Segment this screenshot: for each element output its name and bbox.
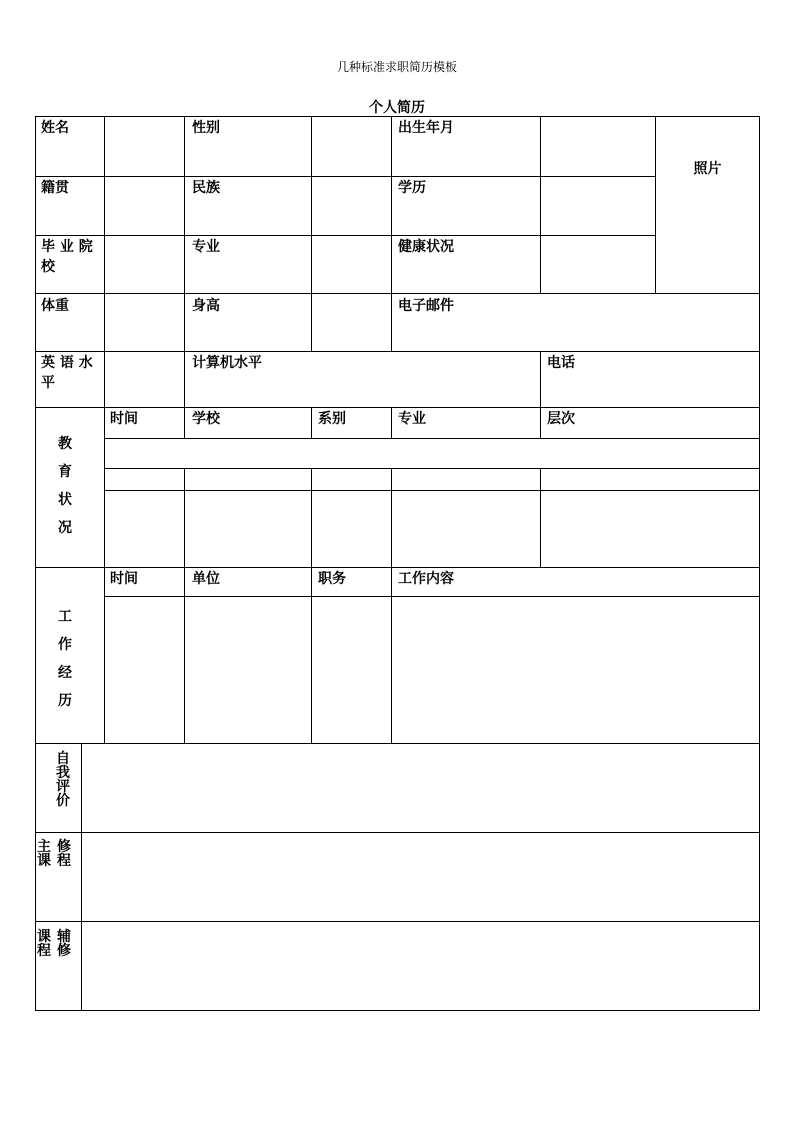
self-eval-label (55, 752, 71, 808)
work-entries[interactable] (105, 597, 759, 743)
minor-courses-label-col2 (56, 930, 72, 958)
label-height: 身高 (192, 298, 220, 314)
self-eval-char: 自 (56, 751, 70, 767)
work-section-label (55, 603, 75, 715)
label-english-line2: 平 (41, 375, 55, 391)
main-courses-char: 主 (37, 839, 51, 855)
label-name: 姓名 (41, 120, 69, 136)
main-courses-char: 程 (57, 853, 71, 869)
label-school-line2: 校 (41, 259, 55, 275)
label-health: 健康状况 (398, 239, 454, 255)
minor-courses-char: 课 (37, 929, 51, 945)
main-courses-content[interactable] (82, 833, 759, 921)
work-col-employer: 单位 (192, 571, 220, 587)
label-native-place: 籍贯 (41, 180, 69, 196)
rule (104, 468, 760, 469)
input-phone[interactable] (541, 352, 759, 407)
input-computer[interactable] (312, 352, 540, 407)
work-char: 作 (58, 637, 72, 653)
photo-label: 照片 (693, 161, 722, 177)
photo-box[interactable] (656, 117, 759, 293)
input-english[interactable] (105, 352, 184, 407)
input-ethnicity[interactable] (312, 177, 391, 235)
edu-col-level: 层次 (547, 411, 575, 427)
education-char: 育 (58, 464, 72, 480)
education-char: 况 (58, 520, 72, 536)
rule (391, 407, 392, 438)
work-char: 经 (58, 665, 72, 681)
label-birth: 出生年月 (398, 120, 454, 136)
input-education-level[interactable] (541, 177, 655, 235)
input-birth[interactable] (541, 117, 655, 176)
label-ethnicity: 民族 (192, 180, 220, 196)
main-courses-label-col2 (56, 840, 72, 868)
label-school-line1: 毕 业 院 (41, 239, 93, 255)
input-weight[interactable] (105, 294, 184, 351)
edu-col-major: 专业 (398, 411, 426, 427)
main-courses-label-col1 (36, 840, 52, 868)
work-char: 工 (58, 609, 72, 625)
label-computer: 计算机水平 (192, 355, 262, 371)
input-health[interactable] (541, 236, 655, 293)
rule (184, 407, 185, 438)
self-eval-char: 价 (56, 793, 70, 809)
main-courses-char: 修 (57, 839, 71, 855)
rule (311, 407, 312, 438)
minor-courses-content[interactable] (82, 922, 759, 1010)
work-col-position: 职务 (318, 571, 346, 587)
education-section-label (55, 430, 75, 542)
form-title: 个人简历 (369, 100, 425, 116)
label-email: 电子邮件 (398, 298, 454, 314)
input-school[interactable] (105, 236, 184, 293)
document-header: 几种标准求职简历模板 (336, 60, 457, 74)
work-col-duties: 工作内容 (398, 571, 454, 587)
input-native-place[interactable] (105, 177, 184, 235)
table-border-left (35, 116, 36, 1011)
label-english-line1: 英 语 水 (41, 355, 93, 371)
label-education-level: 学历 (398, 180, 426, 196)
edu-row-2[interactable] (105, 491, 759, 567)
label-gender: 性别 (192, 120, 220, 136)
edu-col-school: 学校 (192, 411, 220, 427)
work-col-time: 时间 (110, 571, 138, 587)
education-char: 状 (58, 492, 72, 508)
input-gender[interactable] (312, 117, 391, 176)
input-name[interactable] (105, 117, 184, 176)
minor-courses-char: 程 (37, 943, 51, 959)
rule (35, 567, 760, 568)
main-courses-char: 课 (37, 853, 51, 869)
rule (184, 116, 185, 407)
self-eval-char: 我 (56, 765, 70, 781)
label-major: 专业 (192, 239, 220, 255)
minor-courses-char: 修 (57, 943, 71, 959)
input-major[interactable] (312, 236, 391, 293)
education-char: 教 (58, 436, 72, 452)
edu-row-1[interactable] (105, 439, 759, 468)
edu-col-department: 系别 (318, 411, 346, 427)
table-border-right (759, 116, 760, 1011)
table-border-bottom (35, 1010, 760, 1011)
rule (35, 407, 760, 408)
rule (540, 407, 541, 438)
rule (391, 116, 392, 351)
self-eval-char: 评 (56, 779, 70, 795)
label-phone: 电话 (547, 355, 575, 371)
label-weight: 体重 (41, 298, 69, 314)
edu-col-time: 时间 (110, 411, 138, 427)
minor-courses-char: 辅 (57, 929, 71, 945)
self-eval-content[interactable] (82, 744, 759, 832)
input-email[interactable] (541, 294, 759, 351)
minor-courses-label-col1 (36, 930, 52, 958)
work-char: 历 (58, 693, 72, 709)
input-height[interactable] (312, 294, 391, 351)
